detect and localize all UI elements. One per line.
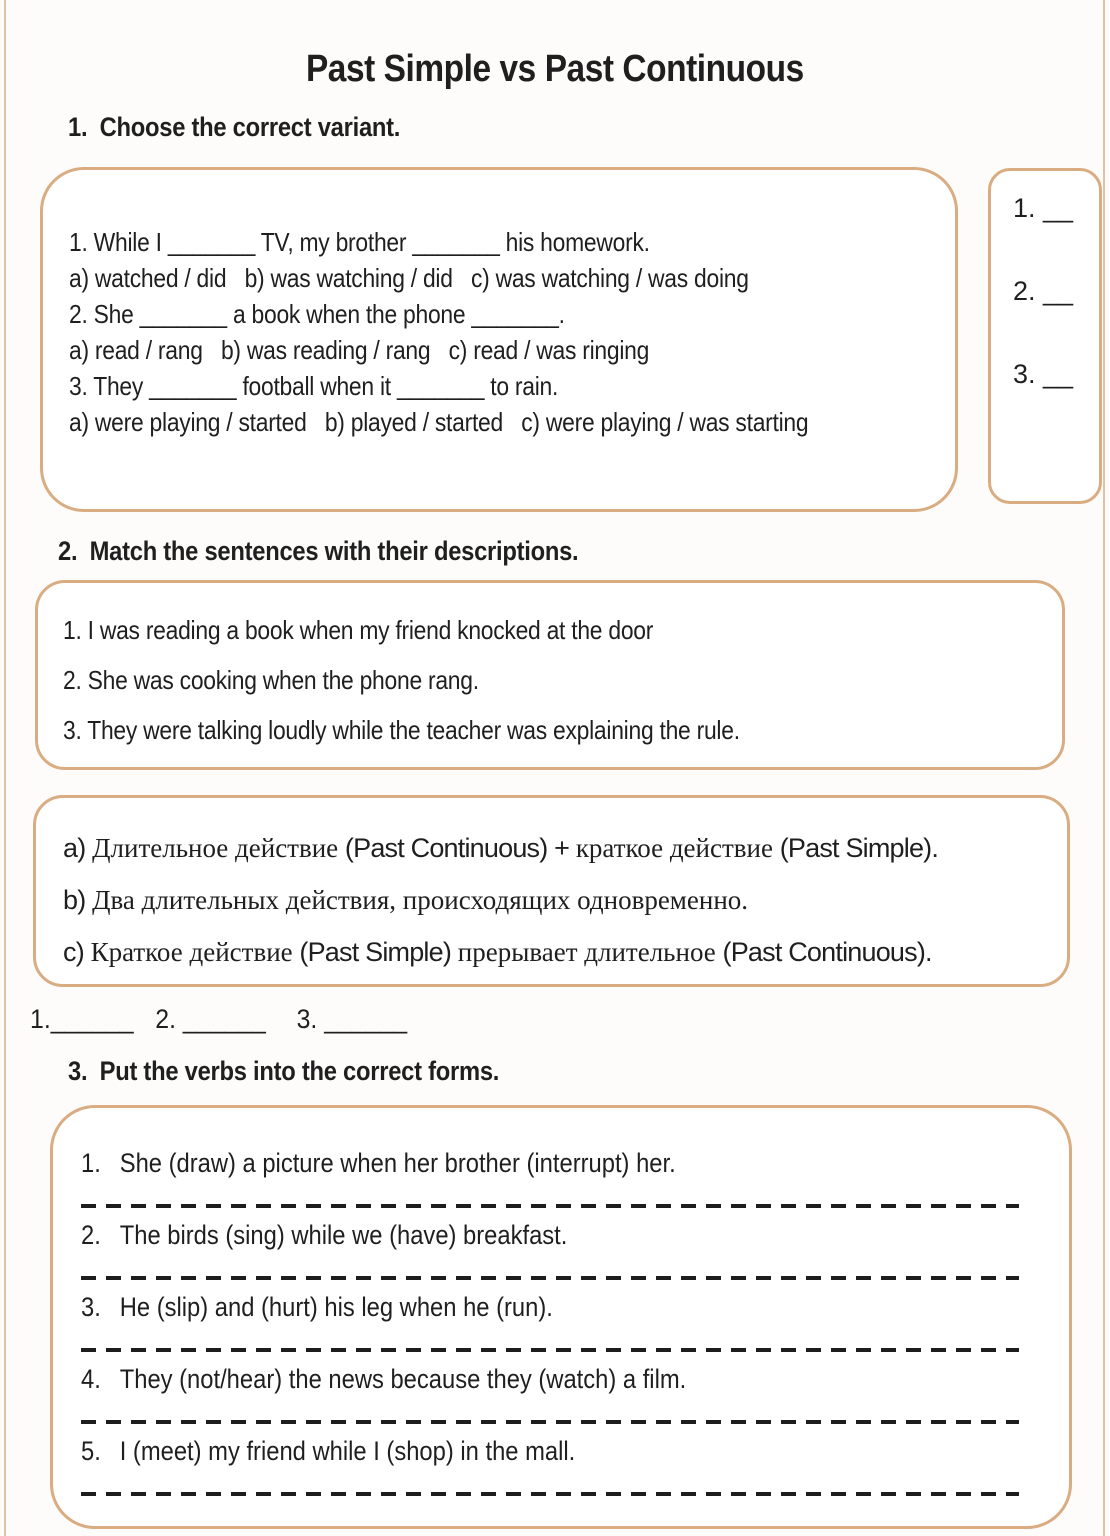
item-number: 5. bbox=[81, 1436, 101, 1466]
verb-item bbox=[81, 1218, 908, 1252]
sentence-item: 3. They were talking loudly while the teacher was explaining the rule. bbox=[63, 715, 740, 745]
question-options: a) watched / did b) was watching / did c) was watching / was doing bbox=[69, 263, 749, 293]
answer-write-line bbox=[81, 1276, 1019, 1280]
exercise3-heading-text: Put the verbs into the correct forms. bbox=[99, 1056, 500, 1086]
page-right-border-line bbox=[1103, 0, 1105, 1536]
question-sentence: 3. They _______ football when it _______ to rain. bbox=[69, 371, 559, 401]
page-title: Past Simple vs Past Continuous bbox=[306, 48, 804, 90]
item-number: 1. bbox=[81, 1148, 101, 1178]
page-title-row bbox=[0, 48, 1110, 91]
verb-item bbox=[81, 1362, 908, 1396]
item-number: 4. bbox=[81, 1364, 101, 1394]
answer-blank: 1.______ bbox=[30, 1004, 134, 1034]
question-sentence: 2. She _______ a book when the phone _______. bbox=[69, 299, 565, 329]
question-sentence: 1. While I _______ TV, my brother _______ his homework. bbox=[69, 227, 650, 257]
page-left-border-line bbox=[4, 0, 6, 1536]
item-text: The birds (sing) while we (have) breakfast. bbox=[119, 1220, 568, 1250]
answer-write-line bbox=[81, 1492, 1019, 1496]
sentence-item: 2. She was cooking when the phone rang. bbox=[63, 665, 479, 695]
exercise2-number: 2. bbox=[58, 536, 78, 566]
answer-write-line bbox=[81, 1204, 1019, 1208]
question-options: a) read / rang b) was reading / rang c) read / was ringing bbox=[69, 335, 650, 365]
answer-blank: 3. ______ bbox=[296, 1004, 408, 1034]
question-options: a) were playing / started b) played / started c) were playing / was starting bbox=[69, 407, 809, 437]
description-item: b) Два длительных действия, происходящих одновременно. bbox=[63, 885, 749, 915]
exercise2-sentences-box bbox=[35, 580, 1065, 770]
exercise2-heading-text: Match the sentences with their descriptions. bbox=[89, 536, 579, 566]
item-text: She (draw) a picture when her brother (interrupt) her. bbox=[119, 1148, 676, 1178]
item-text: They (not/hear) the news because they (watch) a film. bbox=[119, 1364, 687, 1394]
exercise3-heading bbox=[68, 1056, 499, 1087]
exercise1-answers-box bbox=[988, 168, 1102, 504]
answer-blank: 1. __ bbox=[1013, 193, 1074, 223]
exercise3-number: 3. bbox=[68, 1056, 88, 1086]
description-item: c) Краткое действие (Past Simple) прерывает длительное (Past Continuous). bbox=[63, 937, 932, 967]
sentence-item: 1. I was reading a book when my friend knocked at the door bbox=[63, 615, 654, 645]
verb-item bbox=[81, 1434, 908, 1468]
exercise1-heading bbox=[68, 112, 400, 143]
exercise2-answer-line bbox=[30, 1004, 407, 1035]
exercise3-box bbox=[50, 1105, 1072, 1529]
answer-write-line bbox=[81, 1420, 1019, 1424]
exercise1-heading-text: Choose the correct variant. bbox=[99, 112, 401, 142]
verb-item bbox=[81, 1146, 908, 1180]
answer-blank: 2. __ bbox=[1013, 276, 1074, 306]
answer-write-line bbox=[81, 1348, 1019, 1352]
exercise2-heading bbox=[58, 536, 578, 567]
exercise2-descriptions-box bbox=[33, 795, 1070, 987]
item-text: I (meet) my friend while I (shop) in the mall. bbox=[119, 1436, 576, 1466]
verb-item bbox=[81, 1290, 908, 1324]
item-text: He (slip) and (hurt) his leg when he (run). bbox=[119, 1292, 553, 1322]
item-number: 3. bbox=[81, 1292, 101, 1322]
description-item: a) Длительное действие (Past Continuous) + краткое действие (Past Simple). bbox=[63, 833, 939, 863]
exercise1-number: 1. bbox=[68, 112, 88, 142]
exercise1-box bbox=[40, 167, 958, 512]
answer-blank: 3. __ bbox=[1013, 359, 1074, 389]
answer-blank: 2. ______ bbox=[155, 1004, 266, 1034]
item-number: 2. bbox=[81, 1220, 101, 1250]
